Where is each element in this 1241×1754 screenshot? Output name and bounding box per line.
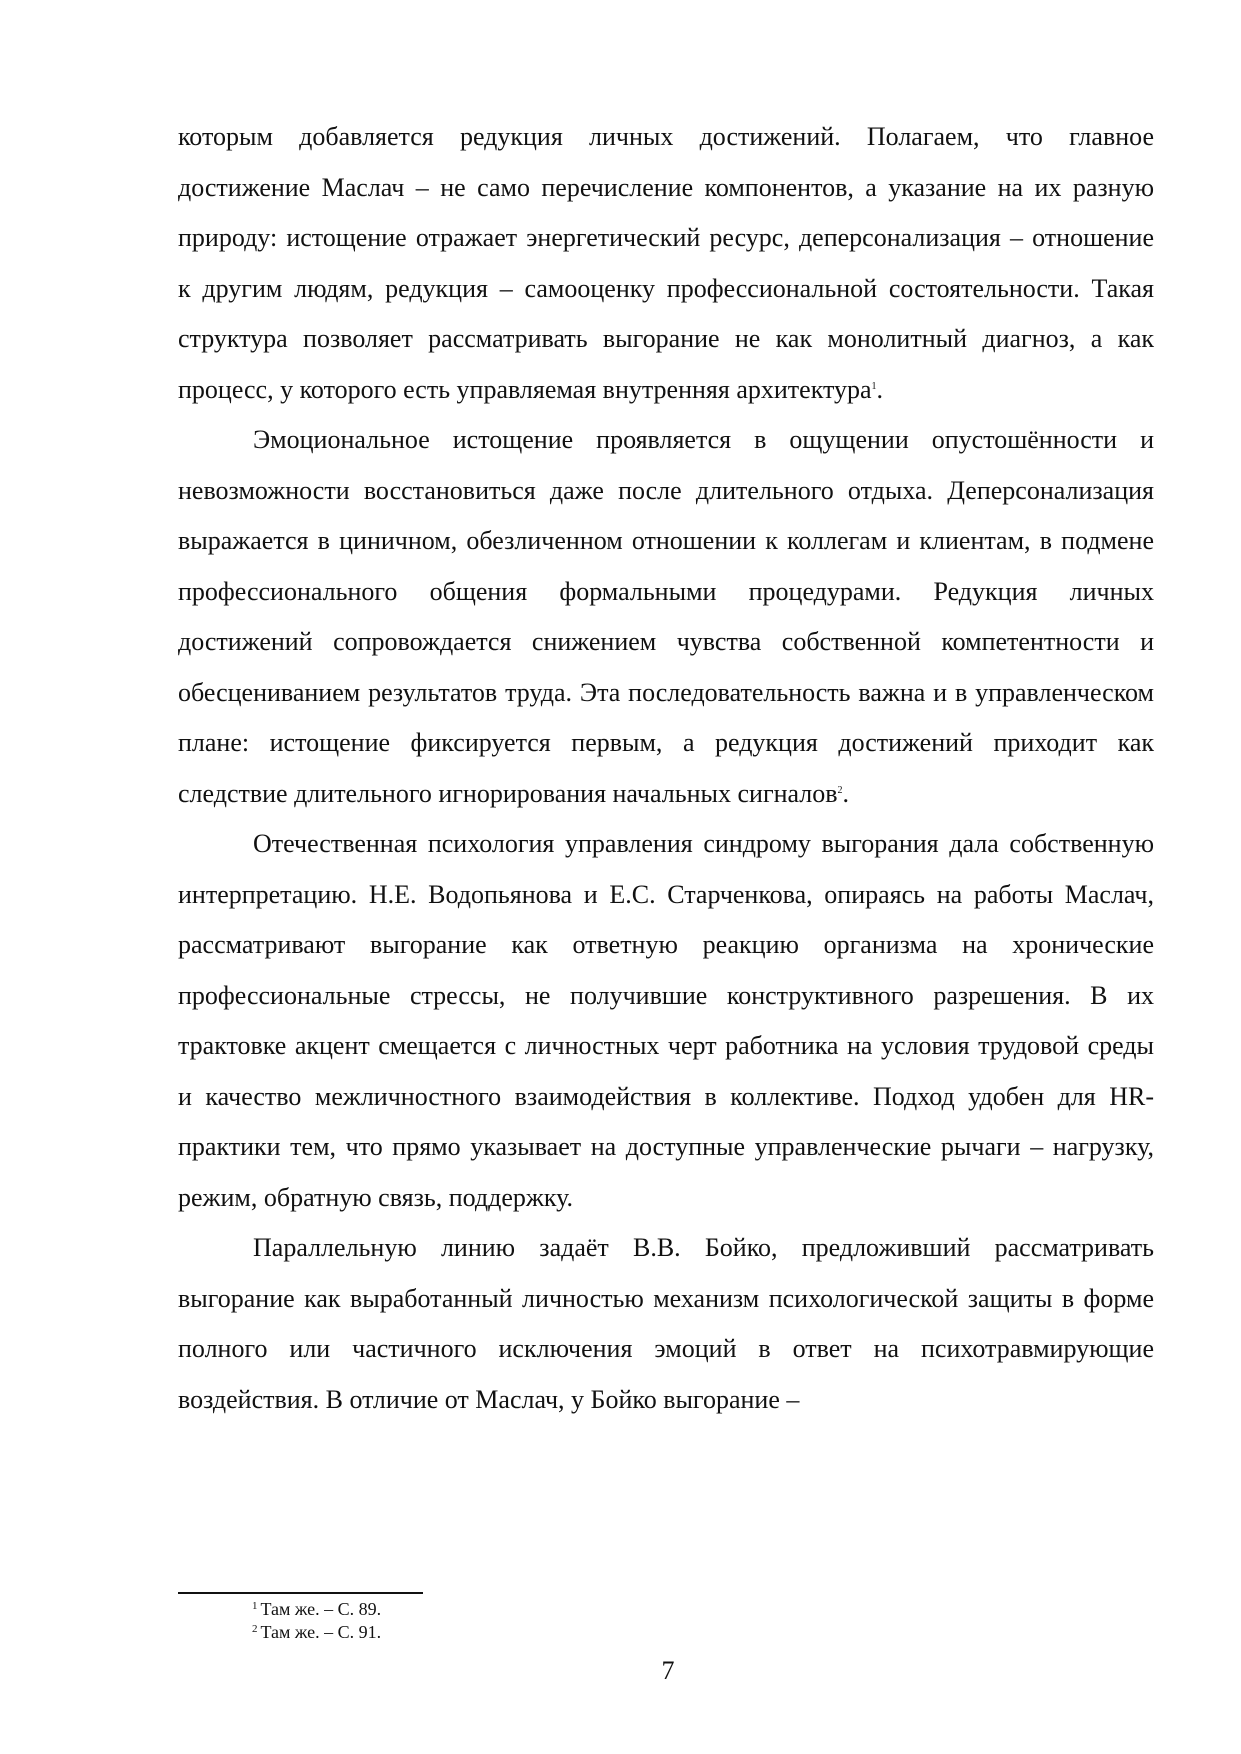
paragraph-1-tail: . (876, 374, 884, 404)
paragraph-3-text: Отечественная психология управления синдрому выгорания дала собственную интерпретацию. Н.Е. Водопьянова и Е.С. Старченкова, опираясь на работы Маслач, рассматривают выгорание как ответную реакцию организма на хронические профессиональные стрессы, не получившие конструктивного разрешения. В их трактовке акцент смещается с личностных черт работника на условия трудовой среды и качество межличностного взаимодействия в коллективе. Подход удобен для HR-практики тем, что прямо указывает на доступные управленческие рычаги – нагрузку, режим, обратную связь, поддержку. (178, 829, 1154, 1212)
paragraph-4-text: Параллельную линию задаёт В.В. Бойко, предложивший рассматривать выгорание как выработанный личностью механизм психологической защиты в форме полного или частичного исключения эмоций в ответ на психотравмирующие воздействия. В отличие от Маслач, у Бойко выгорание – (178, 1233, 1154, 1414)
footnote-1-number: 1 (252, 1599, 258, 1612)
footnote-separator (178, 1592, 423, 1594)
paragraph-3 (178, 819, 1154, 1223)
footnote-2-text: Там же. – С. 91. (260, 1622, 382, 1642)
footnote-1 (252, 1598, 381, 1621)
footnote-2-number: 2 (252, 1622, 258, 1635)
paragraph-2-text: Эмоциональное истощение проявляется в ощущении опустошённости и невозможности восстановиться даже после длительного отдыха. Деперсонализация выражается в циничном, обезличенном отношении к коллегам и клиентам, в подмене профессионального общения формальными процедурами. Редукция личных достижений сопровождается снижением чувства собственной компетентности и обесцениванием результатов труда. Эта последовательность важна и в управленческом плане: истощение фиксируется первым, а редукция достижений приходит как следствие длительного игнорирования начальных сигналов (178, 425, 1154, 808)
paragraph-2 (178, 415, 1154, 819)
paragraph-1 (178, 112, 1154, 415)
page-number: 7 (661, 1656, 675, 1685)
footnote-ref-1[interactable]: 1 (871, 380, 877, 392)
footnote-1-text: Там же. – С. 89. (260, 1599, 382, 1619)
footnote-2 (252, 1621, 381, 1644)
footnotes (252, 1598, 381, 1644)
paragraph-2-tail: . (842, 778, 850, 808)
paragraph-4 (178, 1223, 1154, 1425)
document-body (178, 112, 1154, 1425)
footnote-ref-2[interactable]: 2 (837, 784, 843, 796)
paragraph-1-text: которым добавляется редукция личных достижений. Полагаем, что главное достижение Маслач – не само перечисление компонентов, а указание на их разную природу: истощение отражает энергетический ресурс, деперсонализация – отношение к другим людям, редукция – самооценку профессиональной состоятельности. Такая структура позволяет рассматривать выгорание не как монолитный диагноз, а как процесс, у которого есть управляемая внутренняя архитектура (178, 122, 1154, 404)
